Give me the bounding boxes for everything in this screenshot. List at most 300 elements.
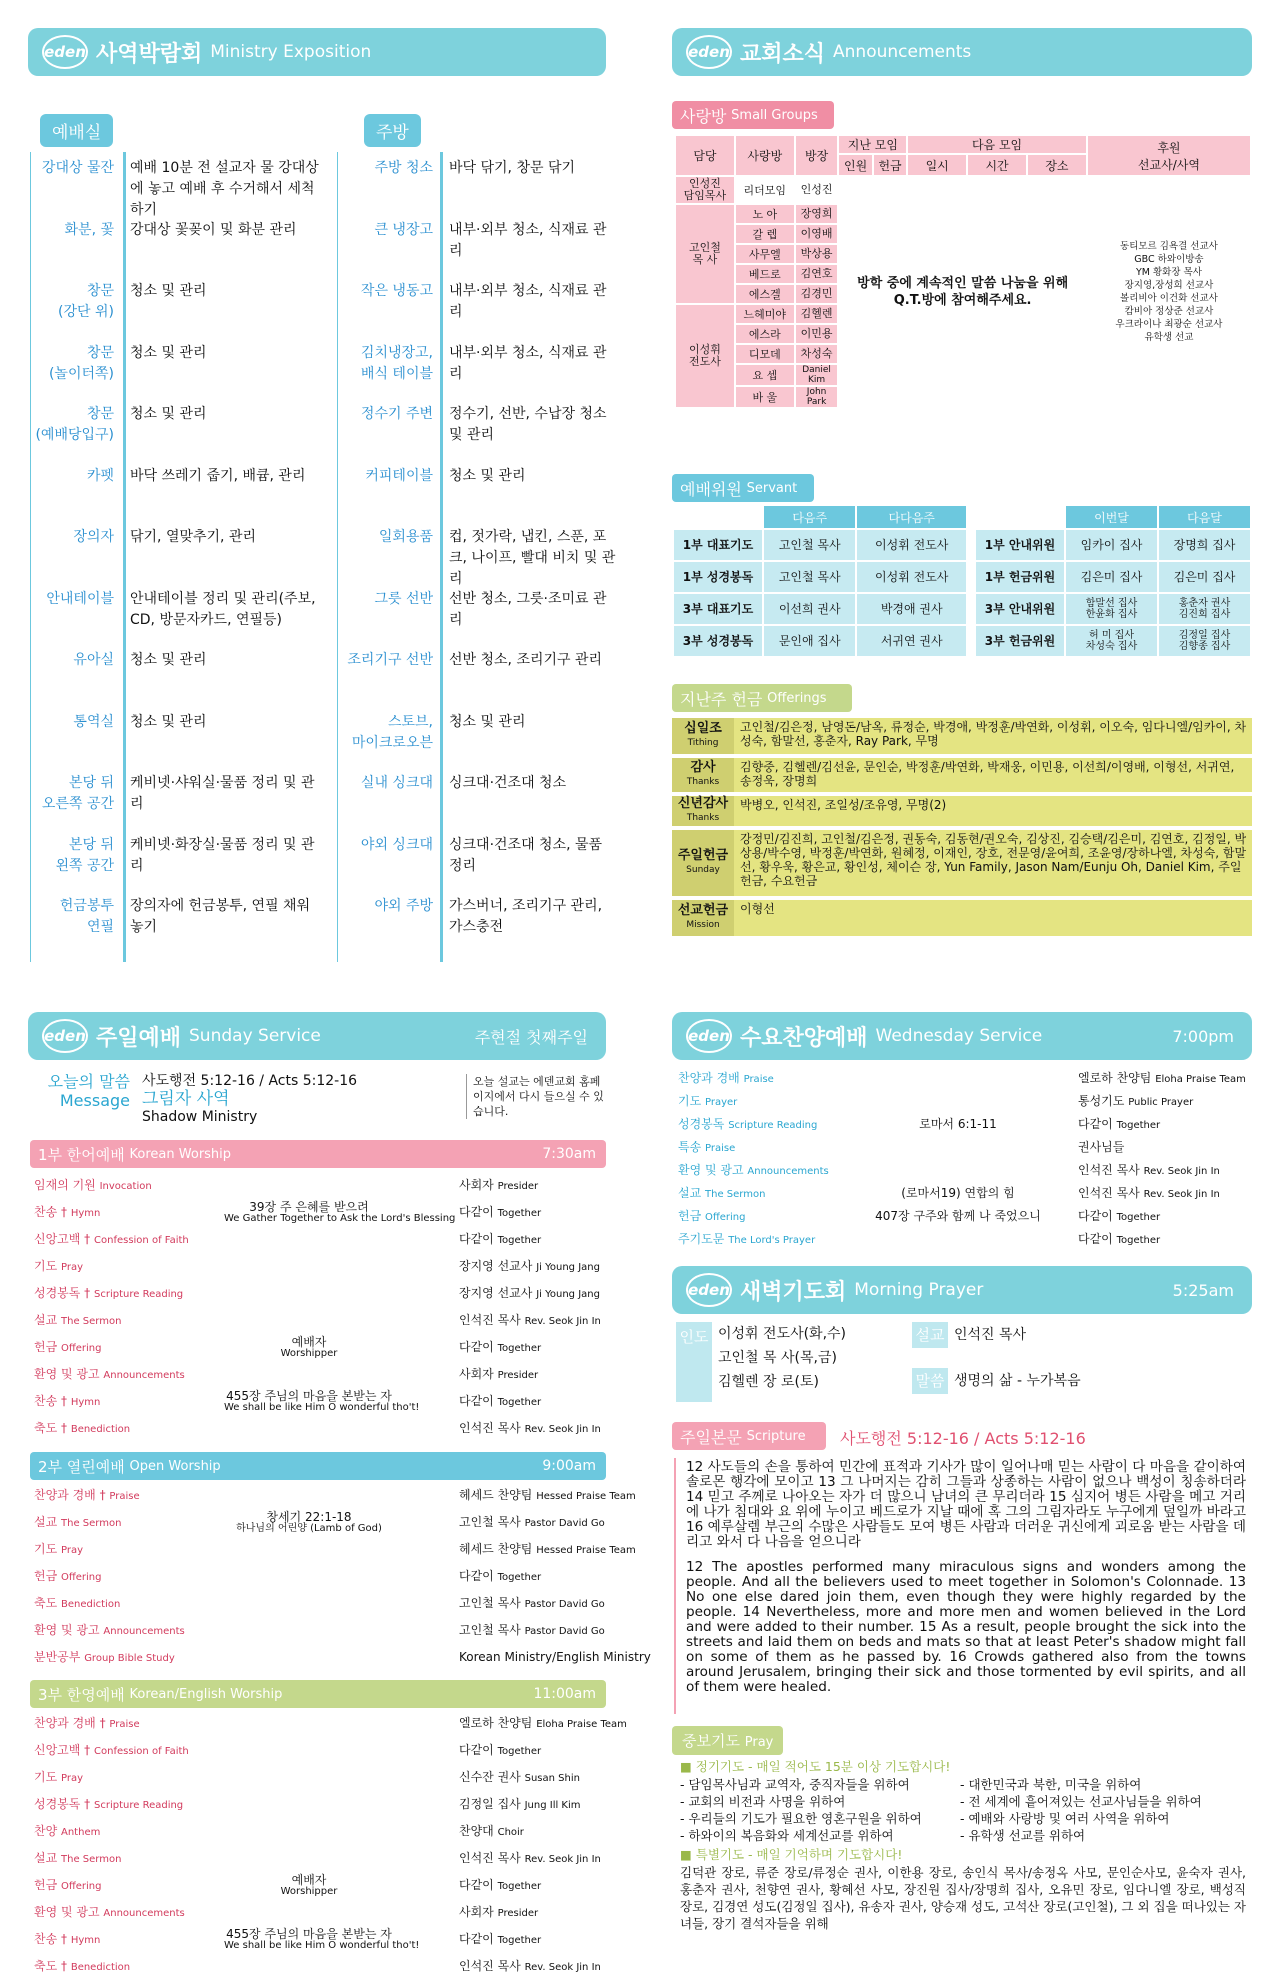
order-leader: 다같이 Together xyxy=(459,1394,542,1408)
order-leader: 김정일 집사 Jung Ill Kim xyxy=(459,1797,581,1811)
offering-names: 이형선 xyxy=(740,902,775,916)
wed-title: 주기도문 The Lord's Prayer xyxy=(678,1232,816,1246)
ministry-duty: 안내테이블 정리 및 관리(주보, CD, 방문자카드, 연필등) xyxy=(130,590,316,628)
order-leader-en: Eloha Praise Team xyxy=(536,1719,627,1730)
group-host: 이영배 xyxy=(796,225,838,243)
servant-cell: 함말선 집사 한윤화 집사 xyxy=(1066,594,1157,624)
group-host: 이민용 xyxy=(796,325,838,343)
servant-head-cell xyxy=(976,506,1064,528)
prayer-item: - 예배와 사랑방 및 여러 사역을 위하여 xyxy=(960,1811,1170,1826)
ministry-row xyxy=(343,835,619,877)
ministry-row xyxy=(30,281,320,323)
servant-cell: 박경애 권사 xyxy=(857,594,966,624)
order-detail-sub: We shall be like Him O wonderful tho't! xyxy=(224,1940,420,1951)
order-leader: 사회자 Presider xyxy=(459,1367,539,1381)
service-1-item xyxy=(34,1226,604,1252)
wed-title: 찬양과 경배 Praise xyxy=(678,1071,774,1085)
ministry-area: 창문 (강단 위) xyxy=(58,283,114,320)
order-leader: 고인철 목사 Pastor David Go xyxy=(459,1596,605,1610)
announce-header xyxy=(672,28,1252,76)
ministry-row xyxy=(30,404,320,446)
message-subtitle: Shadow Ministry xyxy=(142,1109,258,1125)
order-leader-en: Choir xyxy=(497,1827,524,1838)
servant-row xyxy=(674,530,966,560)
ministry-area: 본당 뒤 왼쪽 공간 xyxy=(55,836,114,874)
order-leader: 신수잔 권사 Susan Shin xyxy=(459,1770,580,1784)
wednesday-item xyxy=(678,1227,1248,1251)
group-name: 에스겔 xyxy=(736,285,794,303)
group-leader: 인성진 담임목사 xyxy=(676,177,734,203)
ministry-title: 사역박람회 xyxy=(96,41,203,67)
ministry-row xyxy=(343,466,619,487)
service-2-item xyxy=(34,1617,604,1643)
offering-type-ko: 십일조 xyxy=(684,721,722,736)
ministry-duty: 청소 및 관리 xyxy=(130,344,207,361)
order-title: 성경봉독 † Scripture Reading xyxy=(34,1797,184,1811)
order-title-en: Scripture Reading xyxy=(94,1800,184,1811)
servant-row xyxy=(674,626,966,656)
header-cell: 시간 xyxy=(968,155,1026,175)
order-leader-en: Together xyxy=(497,1397,542,1408)
group-leader: 이성휘 전도사 xyxy=(676,305,734,407)
service-2-header: 2부 열린예배 Open Worship 9:00am xyxy=(30,1452,606,1480)
order-leader-en: Hessed Praise Team xyxy=(536,1491,636,1502)
group-name: 바 울 xyxy=(736,387,794,407)
morning-sermon: 인석진 목사 xyxy=(954,1327,1027,1343)
offering-type-ko: 선교헌금 xyxy=(677,903,729,918)
offering-names: 강정민/김진희, 고인철/김은정, 권동숙, 김동현/권오숙, 김상진, 김승택/김은미, 김연호, 김정일, 박상용/박수영, 박정훈/박연화, 원혜정, 이재인, 장호, 전문영/윤여희, 조윤영/장하나엘, 차성숙, 함말선, 황우욱, 황은교, 황인성, 체이슨 장, Yun Family, Jason Nam/Eunju Oh, Daniel Kim, 주일헌금, 수요헌금 xyxy=(740,832,1247,888)
ministry-area: 강대상 물잔 xyxy=(41,160,114,176)
prayer-item: - 대한민국과 북한, 미국을 위하여 xyxy=(960,1777,1142,1792)
scripture-reference: 사도행전 5:12-16 / Acts 5:12-16 xyxy=(840,1429,1086,1448)
offering-type-en: Thanks xyxy=(686,813,720,823)
order-title-en: Pray xyxy=(61,1545,84,1556)
morning-title: 새벽기도회 xyxy=(740,1279,847,1305)
order-title-en: The Sermon xyxy=(61,1854,122,1865)
servant-cell: 서귀연 권사 xyxy=(857,626,966,656)
order-title: 헌금 Offering xyxy=(34,1340,102,1354)
order-detail xyxy=(224,1511,394,1535)
ministry-row xyxy=(343,220,619,262)
service-3-item xyxy=(34,1845,604,1871)
ministry-area: 작은 냉동고 xyxy=(360,283,433,299)
order-title: 헌금 Offering xyxy=(34,1878,102,1892)
servant-row xyxy=(976,626,1250,656)
group-host: 김연호 xyxy=(796,265,838,283)
ministry-duty: 청소 및 관리 xyxy=(449,467,526,484)
morning-header xyxy=(672,1266,1252,1314)
order-leader-en: Presider xyxy=(497,1908,539,1919)
scripture-english: 12 The apostles performed many miraculous signs and wonders among the people. And all the believers used to meet together in Solomon's Colonnade. 13 No one else dared join them, even though they were highly regarded by the people. 14 Nevertheless, more and more men and women believed in the Lord and were added to their number. 15 As a result, people brought the sick into the streets and laid them on beds and mats so that at least Peter's shadow might fall on some of them as he passed by. 16 Crowds gathered also from the towns around Jerusalem, bringing their sick and those tormented by evil spirits, and all of them were healed. xyxy=(686,1559,1246,1695)
ministry-area: 정수기 주변 xyxy=(360,406,433,422)
ministry-duty: 청소 및 관리 xyxy=(130,652,207,668)
eden-logo: eden xyxy=(42,1019,88,1053)
ministry-area: 커피테이블 xyxy=(365,467,433,484)
ministry-duty: 내부·외부 청소, 식재료 관리 xyxy=(449,283,607,320)
order-detail-main: 창세기 22:1-18 xyxy=(266,1510,352,1524)
ministry-area: 큰 냉장고 xyxy=(374,221,433,238)
order-leader: 인석진 목사 Rev. Seok Jin In xyxy=(459,1421,601,1435)
wed-title-en: Praise xyxy=(743,1074,774,1085)
service-1-item xyxy=(34,1388,604,1414)
servant-head-cell: 다음주 xyxy=(764,506,855,528)
wednesday-title-en: Wednesday Service xyxy=(875,1026,1043,1046)
order-leader: 다같이 Together xyxy=(459,1878,542,1892)
ministry-row xyxy=(343,773,619,794)
morning-lead-label: 인도 xyxy=(676,1322,712,1402)
order-detail-sub: 하나님의 어린양 (Lamb of God) xyxy=(236,1523,382,1534)
order-title: 찬송 † Hymn xyxy=(34,1932,101,1946)
wed-title-en: Announcements xyxy=(747,1166,829,1177)
message-label: 오늘의 말씀 Message xyxy=(47,1072,130,1110)
ministry-area: 야외 주방 xyxy=(374,898,433,914)
header-cell: 일시 xyxy=(908,155,966,175)
sunday-season: 주현절 첫째주일 xyxy=(474,1027,588,1047)
order-title: 환영 및 광고 Announcements xyxy=(34,1623,185,1637)
group-name: 디모데 xyxy=(736,345,794,363)
ministry-row xyxy=(30,896,320,938)
offering-type-ko: 신년감사 xyxy=(677,796,729,811)
ministry-area: 주방 청소 xyxy=(374,160,433,176)
ministry-row xyxy=(30,712,320,733)
group-host: John Park xyxy=(796,387,838,407)
morning-time: 5:25am xyxy=(1172,1280,1234,1300)
order-title: 찬양과 경배 † Praise xyxy=(34,1488,140,1502)
group-name: 에스라 xyxy=(736,325,794,343)
header-cell: 인원 xyxy=(839,155,871,175)
wed-detail: 407장 구주와 함께 나 죽었으니 xyxy=(875,1209,1041,1223)
offering-row xyxy=(672,900,1252,936)
group-name: 베드로 xyxy=(736,265,794,283)
service-2-item xyxy=(34,1482,636,1508)
sunday-header xyxy=(28,1012,606,1060)
offering-names: 고인철/김은정, 남영돈/남옥, 류정순, 박경애, 박정훈/박연화, 이성휘, 이오숙, 임다니엘/임카이, 차성숙, 함말선, 홍춘자, Ray Park, 무명 xyxy=(740,720,1247,748)
servant-cell: 김정일 집사 김향종 집사 xyxy=(1159,626,1250,656)
order-title-en: Confession of Faith xyxy=(94,1235,189,1246)
ministry-row xyxy=(30,343,320,385)
wed-title: 특송 Praise xyxy=(678,1140,736,1154)
eden-logo: eden xyxy=(686,1273,732,1307)
order-leader: 헤세드 찬양팀 Hessed Praise Team xyxy=(459,1542,636,1556)
prayer-item: - 유학생 선교를 위하여 xyxy=(960,1828,1086,1843)
order-leader-en: Susan Shin xyxy=(524,1773,580,1784)
wed-title-en: The Sermon xyxy=(705,1189,766,1200)
prayer-label: 중보기도 Pray xyxy=(672,1726,783,1755)
offering-row xyxy=(672,758,1252,792)
sunday-title-en: Sunday Service xyxy=(189,1026,321,1046)
group-row xyxy=(676,177,1250,203)
order-leader: 고인철 목사 Pastor David Go xyxy=(459,1515,605,1529)
ministry-area: 김치냉장고, 배식 테이블 xyxy=(360,344,433,382)
order-title-en: Confession of Faith xyxy=(94,1746,189,1757)
order-detail-main: 39장 주 은혜를 받으려 xyxy=(249,1200,369,1214)
wed-leader-en: Together xyxy=(1116,1212,1161,1223)
order-detail xyxy=(224,1200,456,1225)
scripture-label: 주일본문 Scripture xyxy=(672,1422,826,1450)
servant-cell: 고인철 목사 xyxy=(764,562,855,592)
kitchen-tag: 주방 xyxy=(364,114,421,147)
group-note: 방학 중에 계속적인 말씀 나눔을 위해 Q.T.방에 참여해주세요. xyxy=(857,276,1069,308)
service-3-item xyxy=(34,1953,604,1979)
ministry-duty: 장의자에 헌금봉투, 연필 채워 놓기 xyxy=(130,898,311,935)
service-1-item xyxy=(34,1199,604,1225)
wednesday-title: 수요찬양예배 xyxy=(740,1025,868,1051)
group-host: 김경민 xyxy=(796,285,838,303)
order-title-en: Praise xyxy=(109,1719,140,1730)
prayer-special-list: 김덕관 장로, 류준 장로/류정순 권사, 이한용 장로, 송인식 목사/송정옥 사모, 문인순사모, 윤숙자 권사, 홍춘자 권사, 천향연 권사, 황혜선 사모, 장진원 집사/장명희 집사, 오유민 장로, 임다니엘 장로, 백성직 장로, 김경연 성도(김정일 집사), 유송자 권사, 양승재 성도, 고석산 장로(고인철), 그 외 집을 떠나있는 자녀들, 장기 결석자들을 위해 xyxy=(680,1865,1246,1931)
ministry-row xyxy=(343,896,619,938)
ministry-row xyxy=(343,527,619,590)
order-leader: 다같이 Together xyxy=(459,1232,542,1246)
order-leader-en: Pastor David Go xyxy=(524,1599,605,1610)
order-title: 찬양 Anthem xyxy=(34,1824,101,1838)
order-title-en: Offering xyxy=(61,1572,102,1583)
ministry-row xyxy=(30,835,320,877)
servant-cell: 고인철 목사 xyxy=(764,530,855,560)
order-title-en: Group Bible Study xyxy=(84,1653,175,1664)
order-leader-en: Hessed Praise Team xyxy=(536,1545,636,1556)
order-title: 설교 The Sermon xyxy=(34,1313,122,1327)
message-title: 그림자 사역 xyxy=(142,1089,230,1109)
service-1-item xyxy=(34,1307,604,1333)
order-leader-en: Presider xyxy=(497,1370,539,1381)
wednesday-item xyxy=(678,1204,1248,1228)
order-leader: 사회자 Presider xyxy=(459,1178,539,1192)
morning-leads: 이성휘 전도사(화,수) 고인철 목 사(목,금) 김헬렌 장 로(토) xyxy=(718,1326,847,1390)
wed-title: 환영 및 광고 Announcements xyxy=(678,1163,829,1177)
service-1-item xyxy=(34,1415,604,1441)
order-leader: 찬양대 Choir xyxy=(459,1824,524,1838)
wed-title-en: Prayer xyxy=(705,1097,738,1108)
order-detail-main: 예배자 xyxy=(291,1335,327,1349)
wed-title-en: Praise xyxy=(705,1143,736,1154)
order-leader: 헤세드 찬양팀 Hessed Praise Team xyxy=(459,1488,636,1502)
servant-head-cell: 다다음주 xyxy=(857,506,966,528)
service-3-item xyxy=(34,1791,604,1817)
scripture-frame xyxy=(674,1458,676,1714)
sunday-title: 주일예배 xyxy=(96,1025,182,1051)
servant-label: 예배위원 Servant xyxy=(672,474,814,502)
servant-cell: 이성휘 전도사 xyxy=(857,530,966,560)
service-1-item xyxy=(34,1334,604,1360)
ministry-area: 야외 싱크대 xyxy=(360,836,433,853)
ministry-row xyxy=(30,466,320,487)
ministry-duty: 내부·외부 청소, 식재료 관리 xyxy=(449,344,607,382)
order-title: 분반공부 Group Bible Study xyxy=(34,1650,175,1664)
order-title: 찬송 † Hymn xyxy=(34,1205,101,1219)
ministry-area: 장의자 xyxy=(73,529,114,545)
order-detail xyxy=(224,1874,394,1898)
small-groups-grid xyxy=(674,134,1252,409)
servant-cell: 김은미 집사 xyxy=(1159,562,1250,592)
ministry-area: 스토브, 마이크로오븐 xyxy=(351,713,433,751)
order-detail-main: 455장 주님의 마음을 본받는 자 xyxy=(226,1927,392,1941)
order-title-en: The Sermon xyxy=(61,1518,122,1529)
servant-grid xyxy=(672,504,968,658)
ministry-duty: 바닥 닦기, 창문 닦기 xyxy=(449,160,575,176)
offering-type-en: Sunday xyxy=(686,865,720,875)
servant-cell: 3부 안내위원 xyxy=(976,594,1064,624)
small-groups-table xyxy=(674,134,1252,450)
servant-cell: 1부 성경봉독 xyxy=(674,562,762,592)
servant-head-cell xyxy=(674,506,762,528)
order-leader-en: Together xyxy=(497,1235,542,1246)
offering-row xyxy=(672,718,1252,754)
order-title: 설교 The Sermon xyxy=(34,1515,122,1529)
wed-title: 성경봉독 Scripture Reading xyxy=(678,1117,818,1131)
order-title-en: Pray xyxy=(61,1262,84,1273)
order-leader-en: Pastor David Go xyxy=(524,1626,605,1637)
wed-leader: 인석진 목사 Rev. Seok Jin In xyxy=(1078,1186,1220,1200)
order-leader-en: Together xyxy=(497,1343,542,1354)
wed-leader-en: Together xyxy=(1116,1120,1161,1131)
ministry-duty: 정수기, 선반, 수납장 청소 및 관리 xyxy=(449,406,607,443)
order-title: 축도 † Benediction xyxy=(34,1959,131,1973)
ministry-duty: 청소 및 관리 xyxy=(130,713,207,730)
servant-row xyxy=(976,594,1250,624)
wed-leader: 엘로하 찬양팀 Eloha Praise Team xyxy=(1078,1071,1246,1085)
order-title: 신앙고백 † Confession of Faith xyxy=(34,1232,189,1246)
order-title: 성경봉독 † Scripture Reading xyxy=(34,1286,184,1300)
offering-type xyxy=(672,830,734,896)
service-3-item xyxy=(34,1710,627,1736)
service-2-item xyxy=(34,1644,651,1670)
servant-row xyxy=(976,562,1250,592)
header-cell: 다음 모임 xyxy=(908,136,1086,153)
ministry-duty: 컵, 젓가락, 냅킨, 스푼, 포크, 나이프, 빨대 비치 및 관리 xyxy=(449,529,616,587)
servant-head xyxy=(674,506,966,528)
ministry-row xyxy=(343,343,619,385)
order-title-en: The Sermon xyxy=(61,1316,122,1327)
order-title: 축도 † Benediction xyxy=(34,1421,131,1435)
group-name: 갈 렙 xyxy=(736,225,794,243)
order-detail xyxy=(224,1389,420,1414)
servant-cell: 허 미 집사 차성숙 집사 xyxy=(1066,626,1157,656)
order-detail-main: 예배자 xyxy=(291,1873,327,1887)
wed-leader-en: Rev. Seok Jin In xyxy=(1143,1189,1220,1200)
order-detail-sub: Worshipper xyxy=(280,1348,338,1359)
prayer-item: - 전 세계에 흩어져있는 선교사님들을 위하여 xyxy=(960,1794,1202,1809)
prayer-item: - 우리들의 기도가 필요한 영혼구원을 위하여 xyxy=(680,1811,922,1826)
service-2-item xyxy=(34,1563,604,1589)
ministry-duty: 강대상 꽃꽂이 및 화분 관리 xyxy=(130,221,297,238)
servant-head xyxy=(976,506,1250,528)
wednesday-item xyxy=(678,1112,1248,1136)
ministry-area: 본당 뒤 오른쪽 공간 xyxy=(41,775,114,812)
ministry-duty: 예배 10분 전 설교자 물 강대상에 놓고 예배 후 수거해서 세척하기 xyxy=(130,160,319,218)
ministry-header xyxy=(28,28,606,76)
servant-cell: 이선희 권사 xyxy=(764,594,855,624)
group-name: 느헤미야 xyxy=(736,305,794,323)
group-host: 차성숙 xyxy=(796,345,838,363)
order-leader: 인석진 목사 Rev. Seok Jin In xyxy=(459,1959,601,1973)
offering-type xyxy=(672,900,734,936)
order-title-en: Announcements xyxy=(103,1908,185,1919)
service-3-item xyxy=(34,1872,604,1898)
header-cell: 후원 선교사/사역 xyxy=(1088,136,1250,175)
ministry-area: 통역실 xyxy=(73,713,114,730)
servant-cell: 3부 헌금위원 xyxy=(976,626,1064,656)
wed-leader-en: Eloha Praise Team xyxy=(1155,1074,1246,1085)
ministry-row xyxy=(343,650,619,671)
order-title-en: Announcements xyxy=(103,1370,185,1381)
ministry-duty: 케비넷·샤워실·물품 정리 및 관리 xyxy=(130,775,315,812)
order-leader: 고인철 목사 Pastor David Go xyxy=(459,1623,605,1637)
offering-type-ko: 주일헌금 xyxy=(677,848,729,863)
prayer-item: - 교회의 비전과 사명을 위하여 xyxy=(680,1794,846,1809)
ministry-area: 창문 (예배당입구) xyxy=(35,406,114,443)
ministry-row xyxy=(30,527,320,548)
servant-cell: 1부 안내위원 xyxy=(976,530,1064,560)
ministry-row xyxy=(343,281,619,323)
order-leader: Korean Ministry/English Ministry xyxy=(459,1650,651,1664)
wed-leader: 다같이 Together xyxy=(1078,1209,1161,1223)
ministry-area: 안내테이블 xyxy=(46,590,114,607)
servant-cell: 홍춘자 권사 김진희 집사 xyxy=(1159,594,1250,624)
ministry-area: 창문 (놀이터쪽) xyxy=(48,344,114,382)
order-leader: 다같이 Together xyxy=(459,1932,542,1946)
order-title-en: Benediction xyxy=(70,1962,131,1973)
order-detail-sub: We Gather Together to Ask the Lord's Blessing xyxy=(224,1213,456,1224)
order-title-en: Scripture Reading xyxy=(94,1289,184,1300)
service-3-item xyxy=(34,1737,604,1763)
ministry-duty: 선반 청소, 그릇·조미료 관리 xyxy=(449,590,607,628)
wed-leader: 다같이 Together xyxy=(1078,1232,1161,1246)
servant-head-cell: 다음달 xyxy=(1159,506,1250,528)
offering-names: 박병오, 인석진, 조일성/조유영, 무명(2) xyxy=(740,798,947,812)
order-title: 헌금 Offering xyxy=(34,1569,102,1583)
order-title-en: Offering xyxy=(61,1881,102,1892)
header-cell: 장소 xyxy=(1028,155,1086,175)
servant-head-cell: 이번달 xyxy=(1066,506,1157,528)
ministry-area: 일회용품 xyxy=(378,529,433,545)
order-title: 기도 Pray xyxy=(34,1542,84,1556)
ministry-area: 유아실 xyxy=(73,652,114,668)
ministry-row xyxy=(343,404,619,446)
order-title-en: Hymn xyxy=(70,1397,101,1408)
group-host: 인성진 xyxy=(796,177,838,203)
ministry-duty: 청소 및 관리 xyxy=(130,406,207,422)
offering-type xyxy=(672,758,734,792)
ministry-row xyxy=(343,158,619,179)
ministry-duty: 가스버너, 조리기구 관리, 가스충전 xyxy=(449,898,603,935)
order-title: 축도 Benediction xyxy=(34,1596,121,1610)
wed-leader-en: Rev. Seok Jin In xyxy=(1143,1166,1220,1177)
ministry-duty: 케비넷·화장실·물품 정리 및 관리 xyxy=(130,836,315,874)
group-host: 박상용 xyxy=(796,245,838,263)
ministry-area: 화분, 꽃 xyxy=(64,221,114,238)
order-leader-en: Ji Young Jang xyxy=(536,1289,600,1300)
prayer-item: - 하와이의 복음화와 세계선교를 위하여 xyxy=(680,1828,894,1843)
order-title-en: Anthem xyxy=(61,1827,101,1838)
offering-type-en: Mission xyxy=(686,920,720,930)
order-title: 설교 The Sermon xyxy=(34,1851,122,1865)
servant-cell: 3부 성경봉독 xyxy=(674,626,762,656)
order-title: 기도 Pray xyxy=(34,1770,84,1784)
servant-cell: 문인애 집사 xyxy=(764,626,855,656)
wed-leader-en: Together xyxy=(1116,1235,1161,1246)
wednesday-time: 7:00pm xyxy=(1172,1026,1234,1046)
order-leader-en: Ji Young Jang xyxy=(536,1262,600,1273)
order-leader-en: Together xyxy=(497,1935,542,1946)
wed-title-en: The Lord's Prayer xyxy=(728,1235,816,1246)
message-body xyxy=(142,1072,357,1126)
order-title: 찬양과 경배 † Praise xyxy=(34,1716,140,1730)
ministry-row xyxy=(343,589,619,631)
ministry-area: 조리기구 선반 xyxy=(347,652,433,668)
order-leader: 엘로하 찬양팀 Eloha Praise Team xyxy=(459,1716,627,1730)
ministry-duty: 닦기, 열맞추기, 관리 xyxy=(130,529,256,545)
